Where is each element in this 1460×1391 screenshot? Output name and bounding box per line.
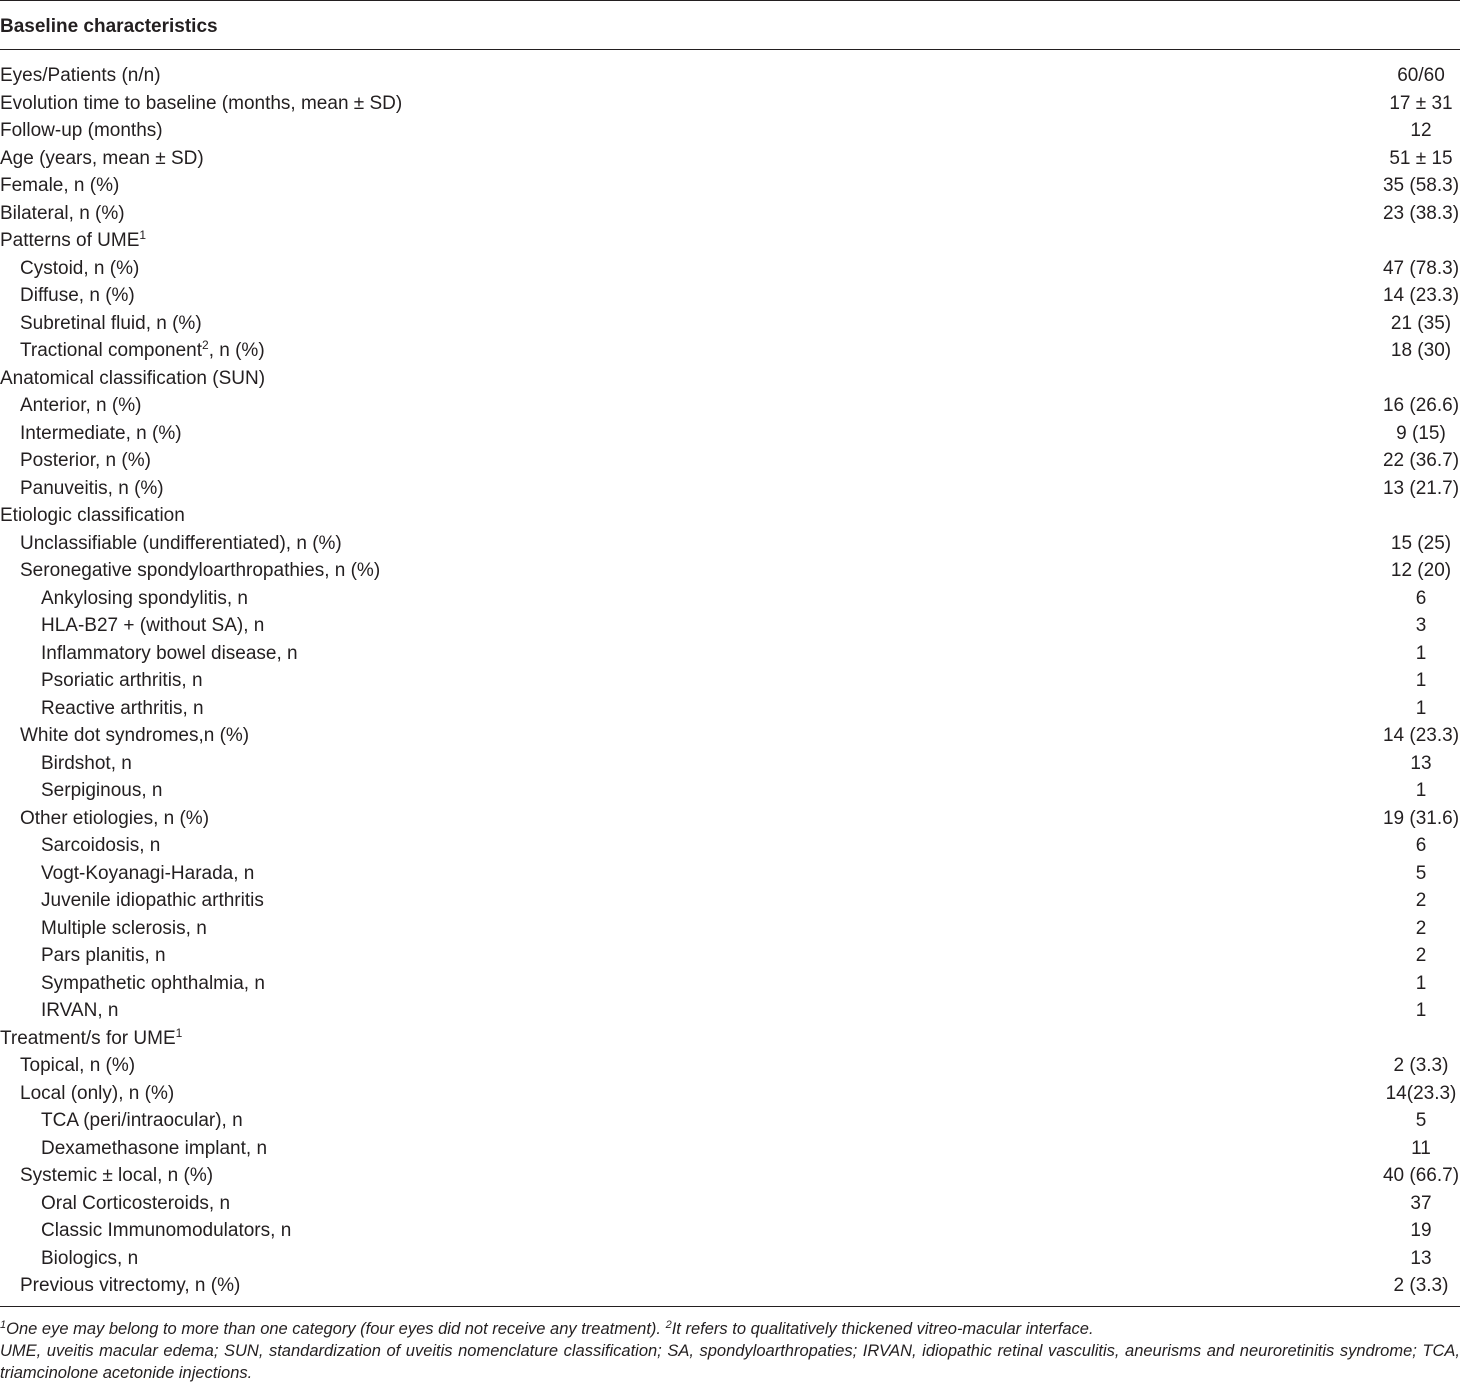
row-value: 11 <box>1411 1137 1431 1159</box>
row-value: 1 <box>1415 670 1427 691</box>
row-label-text: Juvenile idiopathic arthritis <box>41 890 264 911</box>
row-label-text: Treatment/s for UME <box>0 1027 176 1049</box>
table-row <box>0 117 1460 145</box>
row-label <box>41 1190 230 1218</box>
table-row <box>0 200 1460 228</box>
table-row <box>0 942 1460 970</box>
table-row <box>0 805 1460 833</box>
row-value: 13 <box>1410 752 1432 774</box>
row-value: 22 (36.7) <box>1382 450 1460 471</box>
row-label-text: White dot syndromes,n (%) <box>20 725 250 746</box>
row-value: 21 (35) <box>1390 312 1452 334</box>
table-row <box>0 585 1460 613</box>
table-row <box>0 1107 1460 1135</box>
row-label-text: HLA-B27 + (without SA), n <box>41 615 265 636</box>
row-value: 35 (58.3) <box>1382 175 1460 196</box>
row-label <box>0 1025 182 1053</box>
row-label <box>41 695 204 723</box>
row-label-text: Oral Corticosteroids, n <box>41 1192 231 1214</box>
footnote-line <box>0 1318 1460 1340</box>
row-label <box>0 200 125 228</box>
row-label <box>20 1162 213 1190</box>
footnote-1: One eye may belong to more than one category (four eyes did not receive any treatment). <box>6 1320 661 1338</box>
row-label <box>20 722 249 750</box>
table-bottom-rule <box>0 1306 1460 1307</box>
table-row <box>0 62 1460 90</box>
row-value: 40 (66.7) <box>1382 1165 1460 1186</box>
row-label <box>41 915 207 943</box>
table-row <box>0 310 1460 338</box>
table-row <box>0 722 1460 750</box>
row-label <box>41 887 264 915</box>
row-label <box>20 1272 240 1300</box>
table-row <box>0 1052 1460 1080</box>
row-label <box>0 502 185 530</box>
row-value: 1 <box>1415 1000 1427 1021</box>
table-row <box>0 1190 1460 1218</box>
row-label-text: Serpiginous, n <box>41 780 163 801</box>
row-label-text: Ankylosing spondylitis, n <box>41 587 248 609</box>
row-label-text: Tractional component <box>20 340 203 361</box>
row-value: 13 (21.7) <box>1382 477 1460 499</box>
row-label-text: Subretinal fluid, n (%) <box>20 312 202 334</box>
row-label <box>0 145 204 173</box>
row-label <box>41 612 264 640</box>
row-value: 19 (31.6) <box>1382 807 1460 829</box>
row-value: 1 <box>1415 780 1427 801</box>
row-value: 2 <box>1415 890 1427 911</box>
row-value: 19 <box>1410 1220 1432 1241</box>
table-row <box>0 447 1460 475</box>
row-label <box>20 420 182 448</box>
table-row <box>0 1080 1460 1108</box>
row-value: 12 <box>1410 120 1432 141</box>
row-value: 6 <box>1415 587 1427 609</box>
row-label-text: Seronegative spondyloarthropathies, n (%) <box>20 560 381 581</box>
row-label <box>41 1245 138 1273</box>
row-label <box>41 832 160 860</box>
row-label <box>41 585 248 613</box>
row-label-text: Diffuse, n (%) <box>20 285 135 306</box>
table-footnotes <box>0 1318 1460 1384</box>
row-label <box>20 447 151 475</box>
row-value: 2 <box>1415 945 1427 966</box>
footnote-2: It refers to qualitatively thickened vitreo-macular interface. <box>671 1320 1094 1338</box>
table-row <box>0 90 1460 118</box>
table-row <box>0 530 1460 558</box>
row-value: 3 <box>1415 615 1427 636</box>
row-label-text: Eyes/Patients (n/n) <box>0 65 161 86</box>
row-label <box>20 530 342 558</box>
row-label-text: IRVAN, n <box>41 1000 119 1021</box>
row-value: 23 (38.3) <box>1382 202 1460 224</box>
table-row <box>0 1272 1460 1300</box>
row-label-text: Unclassifiable (undifferentiated), n (%) <box>20 532 342 554</box>
table-row <box>0 970 1460 998</box>
table-row <box>0 695 1460 723</box>
row-label <box>20 392 141 420</box>
row-value: 47 (78.3) <box>1382 257 1460 279</box>
table-top-rule <box>0 0 1460 1</box>
row-label-text: Psoriatic arthritis, n <box>41 670 203 691</box>
table-row <box>0 365 1460 393</box>
row-label-text: Age (years, mean ± SD) <box>0 147 204 169</box>
row-label <box>0 90 402 118</box>
row-value: 9 (15) <box>1396 422 1446 444</box>
row-label-text: Dexamethasone implant, n <box>41 1137 268 1159</box>
row-label <box>20 1052 135 1080</box>
table-row <box>0 832 1460 860</box>
table-row <box>0 255 1460 283</box>
row-label <box>41 750 132 778</box>
row-value: 18 (30) <box>1390 340 1452 361</box>
abbreviations-note: UME, uveitis macular edema; SUN, standardization of uveitis nomenclature classification; SA, spondyloarthropaties; IRVAN, idiopathic retinal vasculitis, aneurisms and neuroretinitis syndrome; TCA, triamcinolone acetonide injections. <box>0 1342 1460 1382</box>
row-value: 1 <box>1415 972 1427 994</box>
table-row <box>0 282 1460 310</box>
table-row <box>0 420 1460 448</box>
row-label-text: Biologics, n <box>41 1247 139 1269</box>
row-label <box>41 1107 243 1135</box>
row-label-text: Cystoid, n (%) <box>20 257 140 279</box>
row-value: 5 <box>1415 862 1427 884</box>
row-label-text: Vogt-Koyanagi-Harada, n <box>41 862 255 884</box>
row-value: 1 <box>1415 697 1427 719</box>
row-label <box>20 255 139 283</box>
row-label-text: Birdshot, n <box>41 752 132 774</box>
row-label-text: TCA (peri/intraocular), n <box>41 1110 243 1131</box>
row-label-text: Pars planitis, n <box>41 945 166 966</box>
row-label-text: Intermediate, n (%) <box>20 422 182 444</box>
row-label <box>0 172 119 200</box>
row-value: 14(23.3) <box>1385 1082 1457 1104</box>
row-label-suffix: , n (%) <box>208 340 265 361</box>
table-row <box>0 1162 1460 1190</box>
row-label-text: Other etiologies, n (%) <box>20 807 210 829</box>
row-label-text: Posterior, n (%) <box>20 450 151 471</box>
row-label <box>20 557 380 585</box>
table-header: Baseline characteristics <box>0 16 218 37</box>
row-value: 16 (26.6) <box>1382 395 1460 416</box>
row-label-text: Classic Immunomodulators, n <box>41 1220 292 1241</box>
row-label <box>20 282 135 310</box>
table-row <box>0 337 1460 365</box>
row-label <box>41 860 254 888</box>
table-row <box>0 750 1460 778</box>
table-row <box>0 557 1460 585</box>
row-label <box>0 117 163 145</box>
table-row <box>0 1135 1460 1163</box>
row-label-text: Sarcoidosis, n <box>41 835 161 856</box>
footnote-marker: 2 <box>665 1319 672 1331</box>
row-value: 1 <box>1415 642 1427 664</box>
footnote-marker: 1 <box>0 1319 7 1331</box>
row-label-text: Female, n (%) <box>0 175 120 196</box>
row-label-text: Reactive arthritis, n <box>41 697 204 719</box>
row-label <box>20 337 265 365</box>
row-label <box>0 62 161 90</box>
row-label-text: Local (only), n (%) <box>20 1082 175 1104</box>
row-label-text: Evolution time to baseline (months, mean ± SD) <box>0 92 403 114</box>
row-label-text: Etiologic classification <box>0 505 185 526</box>
table-row <box>0 887 1460 915</box>
table-row <box>0 475 1460 503</box>
table-body <box>0 62 1460 1300</box>
row-label <box>0 227 146 255</box>
row-value: 2 (3.3) <box>1393 1055 1449 1076</box>
row-label <box>20 310 202 338</box>
footnote-marker: 1 <box>175 1025 183 1040</box>
table-row <box>0 612 1460 640</box>
table-row <box>0 145 1460 173</box>
row-value: 15 (25) <box>1390 532 1452 554</box>
row-label-text: Follow-up (months) <box>0 120 163 141</box>
table-row <box>0 667 1460 695</box>
row-label <box>41 1135 267 1163</box>
table-header-rule <box>0 49 1460 50</box>
row-label-text: Sympathetic ophthalmia, n <box>41 972 265 994</box>
row-label-text: Previous vitrectomy, n (%) <box>20 1275 241 1296</box>
row-label-text: Topical, n (%) <box>20 1055 136 1076</box>
row-value: 2 <box>1415 917 1427 939</box>
table-row <box>0 777 1460 805</box>
row-value: 17 ± 31 <box>1389 92 1453 114</box>
table-row <box>0 1025 1460 1053</box>
table-row <box>0 1217 1460 1245</box>
row-label-text: Anterior, n (%) <box>20 395 142 416</box>
row-label <box>41 970 265 998</box>
row-label <box>41 777 162 805</box>
row-label-text: Systemic ± local, n (%) <box>20 1165 214 1186</box>
row-label-text: Panuveitis, n (%) <box>20 477 164 499</box>
row-value: 14 (23.3) <box>1382 285 1460 306</box>
row-label <box>20 805 209 833</box>
table-row <box>0 172 1460 200</box>
row-label <box>41 667 203 695</box>
table-row <box>0 392 1460 420</box>
row-label-text: Bilateral, n (%) <box>0 202 125 224</box>
row-value: 60/60 <box>1397 65 1445 86</box>
row-value: 51 ± 15 <box>1389 147 1453 169</box>
footnote-marker: 2 <box>202 338 209 352</box>
table-row <box>0 997 1460 1025</box>
table-row <box>0 640 1460 668</box>
row-label-text: Anatomical classification (SUN) <box>0 367 266 389</box>
row-value: 12 (20) <box>1390 560 1452 581</box>
table-row <box>0 860 1460 888</box>
row-label <box>41 640 298 668</box>
table-row <box>0 227 1460 255</box>
row-label-text: Multiple sclerosis, n <box>41 917 207 939</box>
row-value: 2 (3.3) <box>1393 1275 1449 1296</box>
row-value: 14 (23.3) <box>1382 725 1460 746</box>
row-value: 6 <box>1415 835 1427 856</box>
table-row <box>0 502 1460 530</box>
row-label <box>20 1080 174 1108</box>
row-value: 13 <box>1410 1247 1432 1269</box>
row-value: 37 <box>1410 1192 1432 1214</box>
row-label <box>41 1217 291 1245</box>
footnote-marker: 1 <box>139 228 147 242</box>
row-value: 5 <box>1415 1110 1427 1131</box>
row-label-text: Patterns of UME <box>0 230 140 251</box>
row-label-text: Inflammatory bowel disease, n <box>41 642 298 664</box>
row-label <box>0 365 265 393</box>
row-label <box>41 942 166 970</box>
row-label <box>20 475 164 503</box>
row-label <box>41 997 118 1025</box>
table-row <box>0 915 1460 943</box>
table-row <box>0 1245 1460 1273</box>
